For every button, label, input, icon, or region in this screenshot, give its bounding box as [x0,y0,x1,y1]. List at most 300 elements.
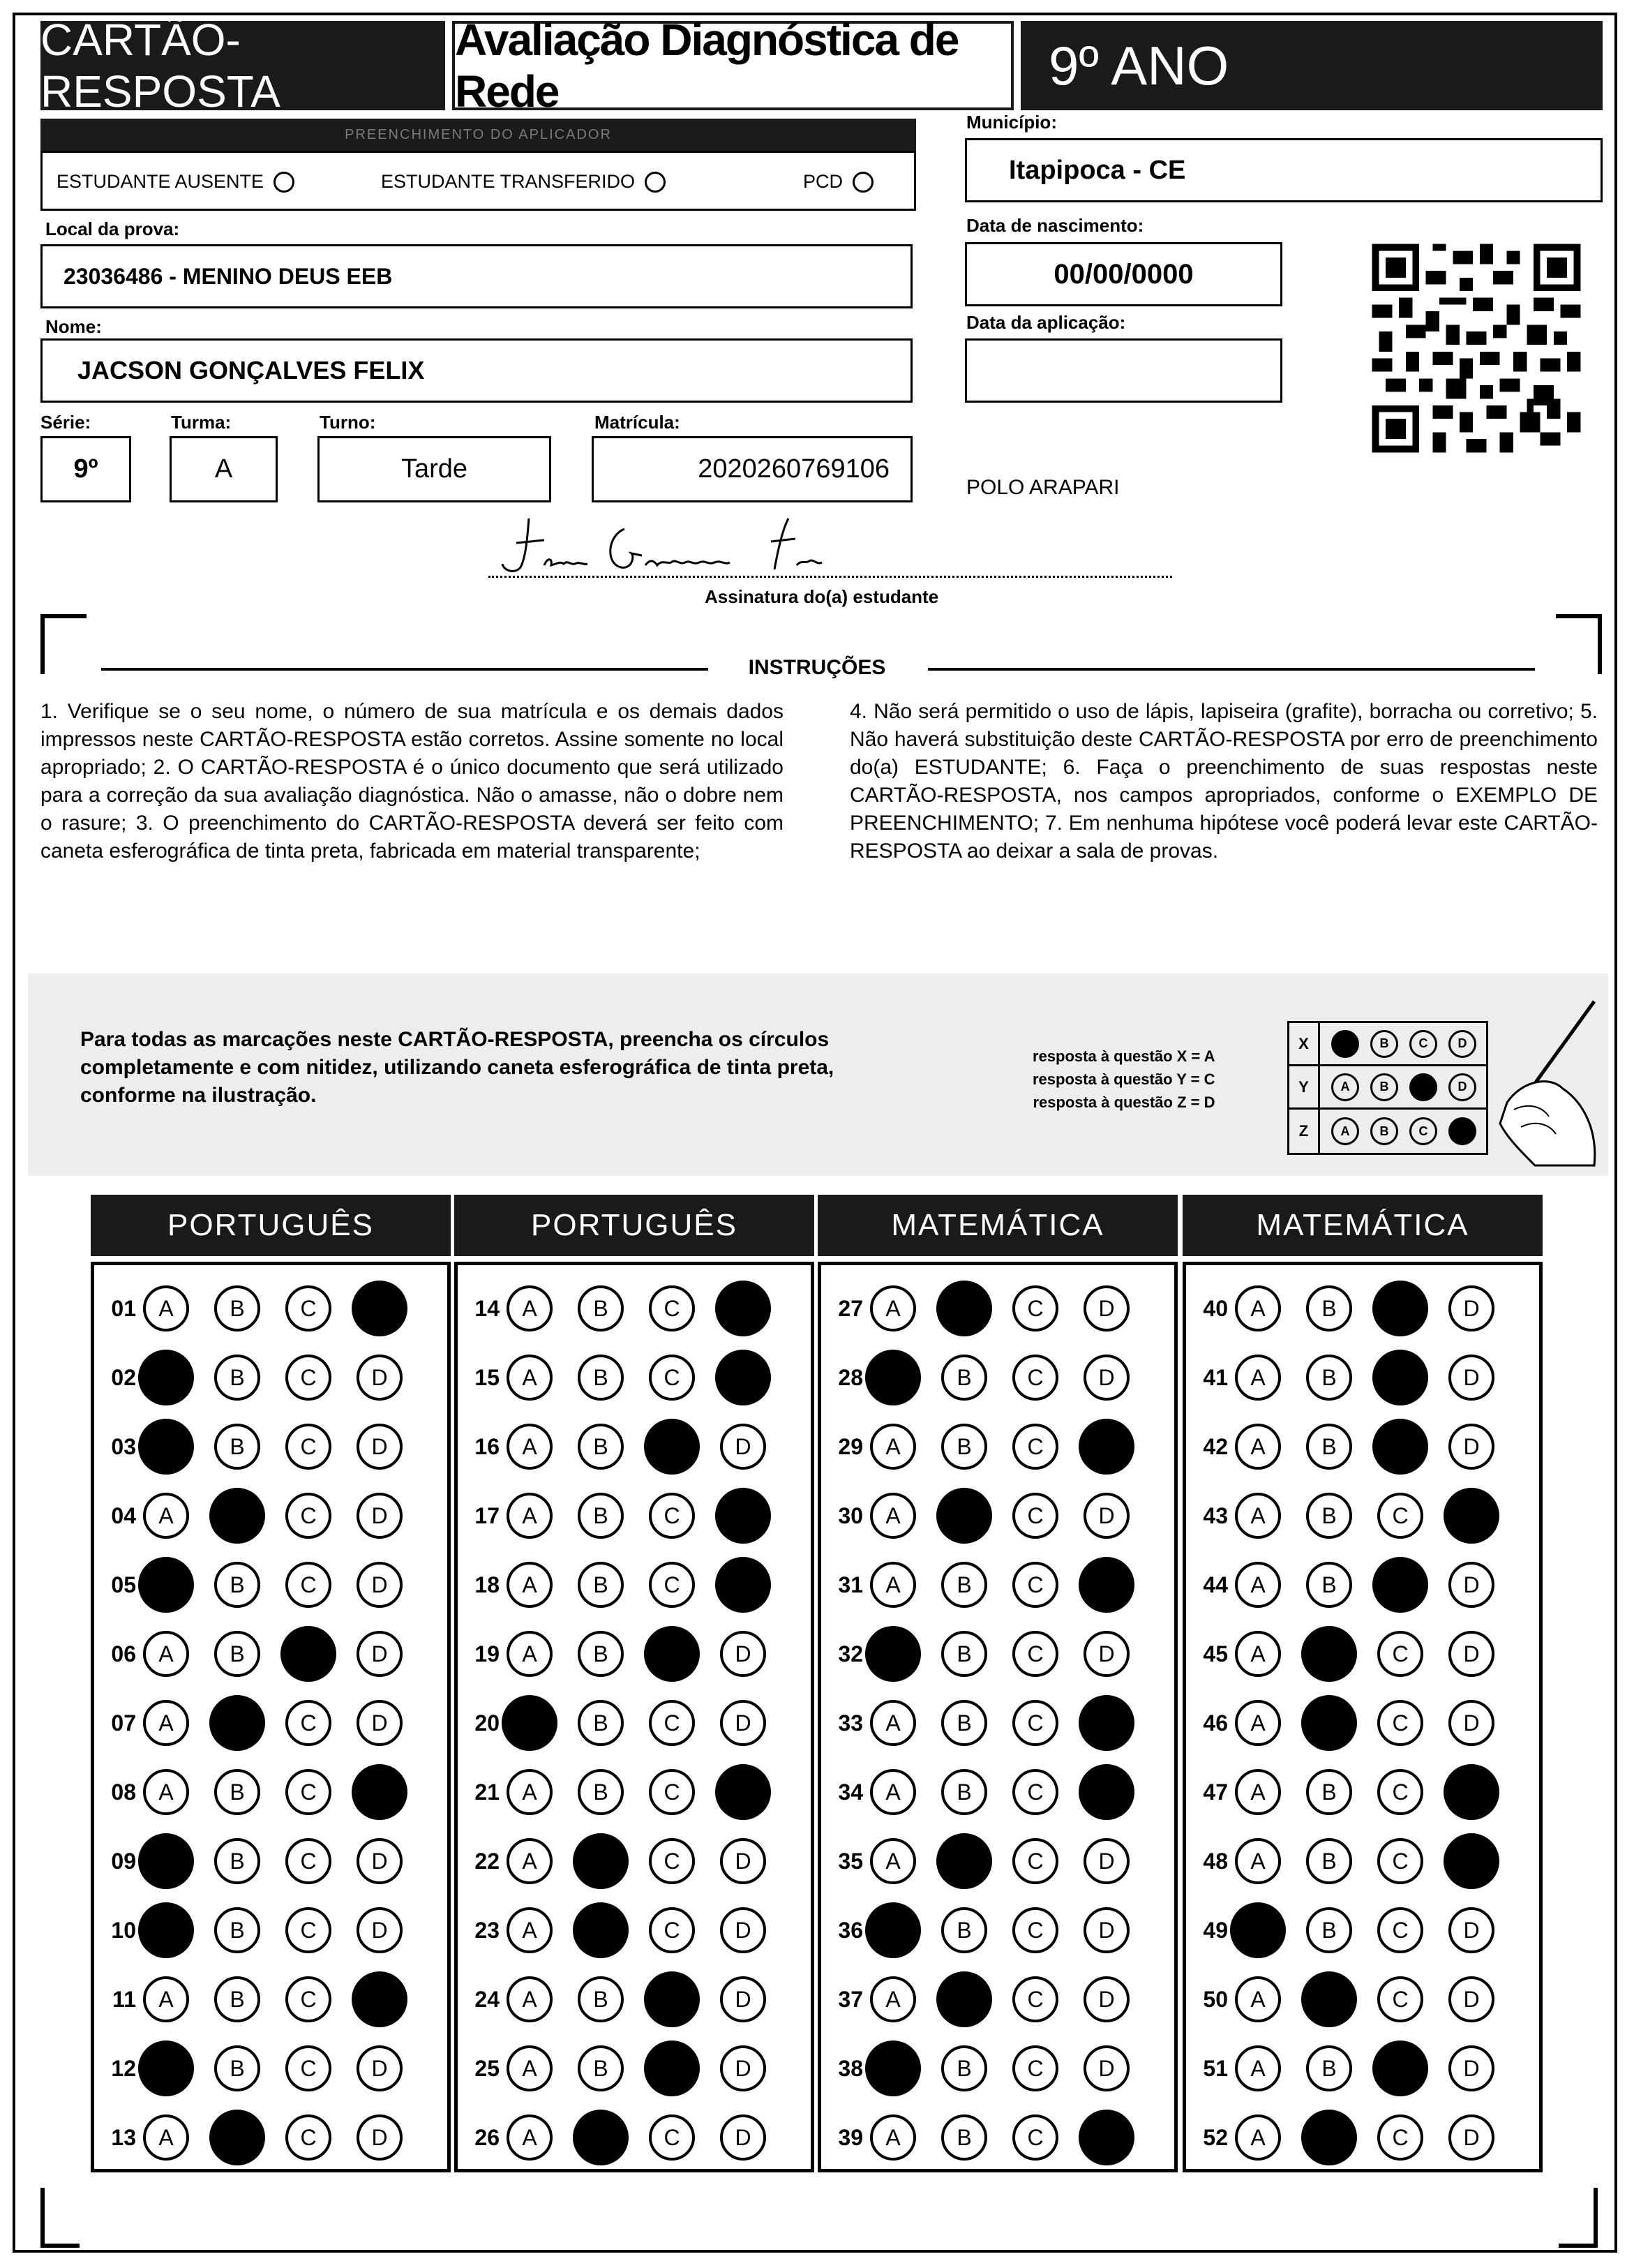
answer-bubble-c[interactable] [644,1971,700,2027]
answer-bubble-d[interactable]: D [720,2045,766,2091]
question-number: 23 [474,1917,500,1943]
answer-bubble-c[interactable]: C [285,1907,331,1953]
answer-bubble-d[interactable]: D [1448,1355,1494,1401]
answer-bubble-c[interactable]: C [1012,1285,1058,1331]
answer-bubble-c[interactable]: C [649,1838,695,1884]
answer-bubble-d[interactable]: D [720,2114,766,2161]
answer-bubble-a[interactable]: A [507,1562,553,1608]
answer-bubble-a[interactable] [138,1350,194,1405]
answer-bubble-a[interactable]: A [870,1562,916,1608]
question-row [821,1626,1155,1682]
answer-bubble-d[interactable]: D [1448,1285,1494,1331]
answer-bubble-d[interactable]: D [357,1493,403,1539]
answer-bubble-b[interactable] [209,1695,265,1751]
answer-bubble-c[interactable] [644,1419,700,1475]
answer-bubble-a[interactable]: A [1235,1631,1281,1677]
question-number: 32 [838,1641,863,1666]
answer-bubble-c[interactable]: C [1012,2114,1058,2161]
answer-bubble-c[interactable]: C [285,1700,331,1746]
answer-bubble-b[interactable]: B [214,1976,260,2022]
answer-bubble-c[interactable]: C [285,1838,331,1884]
fill-example-bubble: B [1370,1073,1398,1101]
question-row [458,1902,791,1958]
answer-bubble-c[interactable]: C [649,1562,695,1608]
question-row [94,1833,428,1889]
question-number: 27 [838,1295,863,1321]
answer-bubble-b[interactable]: B [941,1700,987,1746]
fill-example-line-y: resposta à questão Y = C [1033,1070,1215,1088]
answer-bubble-c[interactable]: C [649,1493,695,1539]
nome-label: Nome: [45,316,102,337]
answer-bubble-b[interactable]: B [214,1907,260,1953]
answer-bubble-d[interactable] [1079,1695,1134,1751]
answer-bubble-c[interactable] [280,1626,336,1682]
answer-bubble-a[interactable] [138,1557,194,1613]
answer-bubble-c[interactable]: C [1012,1562,1058,1608]
answer-bubble-b[interactable] [936,1971,992,2027]
answer-bubble-d[interactable]: D [1448,1907,1494,1953]
answer-bubble-d[interactable]: D [357,1838,403,1884]
answer-bubble-d[interactable]: D [357,1355,403,1401]
answer-bubble-a[interactable] [138,1902,194,1958]
answer-bubble-a[interactable]: A [143,1700,189,1746]
answer-bubble-d[interactable]: D [1448,2114,1494,2161]
answer-bubble-d[interactable]: D [1084,1631,1130,1677]
turma-label: Turma: [171,412,232,433]
answer-bubble-a[interactable]: A [143,1493,189,1539]
answer-bubble-b[interactable] [936,1488,992,1544]
answer-bubble-c[interactable]: C [1012,1907,1058,1953]
question-row [458,1833,791,1889]
answer-bubble-a[interactable]: A [507,1355,553,1401]
answer-bubble-a[interactable] [865,1350,921,1405]
answer-bubble-c[interactable]: C [649,1700,695,1746]
answer-bubble-d[interactable] [715,1764,771,1820]
absent-option[interactable] [57,171,294,193]
answer-bubble-c[interactable] [1372,1350,1428,1405]
section-header: MATEMÁTICA [818,1195,1178,1256]
answer-bubble-a[interactable]: A [507,1424,553,1470]
answer-bubble-d[interactable]: D [1084,2045,1130,2091]
answer-bubble-b[interactable]: B [578,1285,624,1331]
answer-bubble-a[interactable]: A [870,1700,916,1746]
answer-bubble-a[interactable]: A [870,2114,916,2161]
bracket-bottom-right [1559,2188,1598,2248]
polo-name: POLO ARAPARI [966,476,1120,499]
answer-bubble-c[interactable] [1372,1557,1428,1613]
answer-bubble-c[interactable]: C [285,1976,331,2022]
answer-bubble-b[interactable] [1301,2110,1357,2165]
answer-bubble-c[interactable]: C [1377,1838,1423,1884]
answer-bubble-c[interactable]: C [1377,1769,1423,1815]
hand-with-pen-icon [1479,998,1605,1172]
answer-bubble-a[interactable] [502,1695,557,1751]
answer-bubble-d[interactable]: D [1084,1907,1130,1953]
fill-example-row [1289,1023,1486,1066]
answer-bubble-b[interactable]: B [578,2045,624,2091]
answer-bubble-c[interactable]: C [285,1285,331,1331]
answer-bubble-a[interactable]: A [870,1838,916,1884]
answer-bubble-d[interactable] [352,1971,407,2027]
answer-bubble-b[interactable]: B [941,1907,987,1953]
answer-bubble-b[interactable] [209,2110,265,2165]
answer-bubble-c[interactable]: C [1377,2114,1423,2161]
question-number: 02 [111,1364,136,1390]
answer-bubble-a[interactable]: A [1235,1493,1281,1539]
fill-example-legend [1033,1045,1215,1114]
answer-bubble-a[interactable]: A [143,2114,189,2161]
fill-example-bubble: C [1409,1030,1437,1058]
answer-column [818,1262,1178,2172]
question-number: 03 [111,1433,136,1459]
serie-value: 9º [73,454,98,484]
answer-bubble-c[interactable] [644,2041,700,2096]
answer-bubble-b[interactable]: B [1306,1769,1352,1815]
answer-bubble-a[interactable]: A [507,1907,553,1953]
answer-bubble-a[interactable]: A [870,1285,916,1331]
answer-bubble-b[interactable]: B [578,1976,624,2022]
answer-bubble-d[interactable]: D [720,1424,766,1470]
answer-bubble-c[interactable]: C [649,2114,695,2161]
fill-example-bubble: D [1448,1073,1476,1101]
answer-bubble-a[interactable] [1230,1902,1286,1958]
qr-code [1365,237,1587,459]
answer-bubble-a[interactable] [138,1419,194,1475]
answer-bubble-d[interactable] [715,1350,771,1405]
answer-bubble-c[interactable]: C [1377,1976,1423,2022]
answer-bubble-b[interactable]: B [941,1769,987,1815]
answer-bubble-c[interactable]: C [1012,1631,1058,1677]
answer-bubble-a[interactable]: A [1235,1355,1281,1401]
answer-bubble-c[interactable]: C [285,1424,331,1470]
answer-bubble-b[interactable] [209,1488,265,1544]
question-row [94,1764,428,1820]
answer-bubble-d[interactable]: D [1084,1493,1130,1539]
answer-bubble-d[interactable]: D [1448,1424,1494,1470]
answer-bubble-a[interactable]: A [1235,1700,1281,1746]
answer-bubble-d[interactable] [715,1557,771,1613]
question-number: 25 [474,2055,500,2081]
answer-bubble-b[interactable]: B [941,1424,987,1470]
answer-bubble-d[interactable] [352,1281,407,1336]
answer-bubble-b[interactable]: B [941,2114,987,2161]
answer-bubble-c[interactable]: C [285,1769,331,1815]
answer-bubble-d[interactable]: D [357,1562,403,1608]
answer-bubble-c[interactable]: C [1012,1355,1058,1401]
answer-bubble-b[interactable]: B [941,1562,987,1608]
answer-bubble-d[interactable]: D [720,1838,766,1884]
answer-bubble-b[interactable]: B [1306,1562,1352,1608]
question-number: 33 [838,1710,863,1736]
answer-bubble-d[interactable]: D [1448,1700,1494,1746]
question-row [1186,2041,1520,2096]
answer-bubble-b[interactable]: B [214,2045,260,2091]
answer-bubble-b[interactable]: B [578,1562,624,1608]
answer-bubble-a[interactable]: A [507,1631,553,1677]
answer-bubble-a[interactable]: A [1235,1976,1281,2022]
question-number: 52 [1203,2124,1228,2150]
answer-bubble-d[interactable] [1079,1419,1134,1475]
municipio-field [965,138,1603,202]
answer-bubble-b[interactable]: B [214,1631,260,1677]
question-number: 14 [474,1295,500,1321]
answer-bubble-c[interactable]: C [1377,1907,1423,1953]
answer-bubble-c[interactable]: C [649,1355,695,1401]
question-row [1186,1281,1520,1336]
answer-bubble-b[interactable]: B [214,1355,260,1401]
answer-bubble-d[interactable]: D [1448,1631,1494,1677]
answer-bubble-a[interactable]: A [507,1976,553,2022]
question-row [821,2041,1155,2096]
answer-bubble-a[interactable]: A [143,1976,189,2022]
question-row [94,1350,428,1405]
answer-bubble-b[interactable] [1301,1626,1357,1682]
question-number: 36 [838,1917,863,1943]
answer-bubble-b[interactable] [573,1833,629,1889]
answer-bubble-d[interactable]: D [1084,1285,1130,1331]
question-number: 10 [111,1917,136,1943]
answer-bubble-c[interactable]: C [649,1285,695,1331]
answer-bubble-b[interactable]: B [1306,1424,1352,1470]
answer-bubble-c[interactable]: C [1377,1631,1423,1677]
question-number: 12 [111,2055,136,2081]
matricula-field [592,436,913,502]
transferred-option[interactable] [381,171,666,193]
answer-bubble-c[interactable]: C [1012,1424,1058,1470]
question-row [94,2041,428,2096]
answer-bubble-b[interactable]: B [214,1285,260,1331]
question-row [821,1350,1155,1405]
answer-bubble-b[interactable]: B [941,1631,987,1677]
fill-example-bubble: D [1448,1030,1476,1058]
answer-bubble-d[interactable] [1444,1764,1499,1820]
answer-bubble-c[interactable]: C [1377,1700,1423,1746]
question-row [1186,1764,1520,1820]
question-row [94,2110,428,2165]
answer-bubble-a[interactable]: A [1235,2045,1281,2091]
question-row [458,1695,791,1751]
answer-bubble-d[interactable]: D [357,1424,403,1470]
answer-bubble-d[interactable]: D [720,1631,766,1677]
answer-bubble-b[interactable]: B [1306,1493,1352,1539]
question-row [821,1557,1155,1613]
answer-bubble-d[interactable]: D [357,2114,403,2161]
absent-bubble[interactable] [273,172,294,193]
answer-bubble-b[interactable] [573,2110,629,2165]
answer-bubble-c[interactable]: C [285,1562,331,1608]
fill-example-row-label: Z [1289,1110,1320,1153]
answer-bubble-c[interactable] [1372,1419,1428,1475]
turma-value: A [214,454,233,484]
answer-bubble-c[interactable]: C [649,1769,695,1815]
question-row [1186,1971,1520,2027]
answer-bubble-d[interactable]: D [357,2045,403,2091]
answer-bubble-c[interactable]: C [1012,1976,1058,2022]
answer-bubble-b[interactable]: B [1306,1838,1352,1884]
answer-bubble-a[interactable]: A [1235,2114,1281,2161]
answer-bubble-a[interactable]: A [143,1631,189,1677]
answer-bubble-c[interactable] [1372,2041,1428,2096]
answer-bubble-a[interactable]: A [870,1769,916,1815]
answer-bubble-b[interactable]: B [214,1769,260,1815]
question-number: 20 [474,1710,500,1736]
answer-bubble-a[interactable] [865,1902,921,1958]
question-row [1186,1488,1520,1544]
answer-bubble-d[interactable]: D [357,1700,403,1746]
question-number: 24 [474,1986,500,2012]
nome-value: JACSON GONÇALVES FELIX [77,356,425,385]
answer-bubble-b[interactable]: B [578,1493,624,1539]
answer-bubble-c[interactable] [644,1626,700,1682]
section-header: PORTUGUÊS [91,1195,451,1256]
answer-bubble-b[interactable]: B [214,1562,260,1608]
section-header: PORTUGUÊS [454,1195,814,1256]
answer-bubble-c[interactable]: C [285,2045,331,2091]
answer-bubble-b[interactable] [1301,1695,1357,1751]
answer-bubble-b[interactable]: B [214,1424,260,1470]
pcd-bubble[interactable] [853,172,874,193]
answer-bubble-a[interactable] [865,2041,921,2096]
answer-bubble-d[interactable]: D [1448,2045,1494,2091]
answer-bubble-b[interactable]: B [578,1631,624,1677]
question-row [458,2110,791,2165]
serie-field [40,436,131,502]
fill-example-row-label: X [1289,1023,1320,1064]
answer-bubble-b[interactable]: B [578,1424,624,1470]
answer-bubble-a[interactable] [138,2041,194,2096]
answer-bubble-a[interactable]: A [507,1493,553,1539]
nascimento-field [965,242,1282,306]
question-number: 51 [1203,2055,1228,2081]
answer-bubble-d[interactable]: D [1448,1562,1494,1608]
answer-bubble-a[interactable]: A [507,1285,553,1331]
fill-example-bubble: A [1331,1117,1359,1145]
question-row [94,1971,428,2027]
answer-bubble-d[interactable] [1079,2110,1134,2165]
answer-bubble-a[interactable]: A [507,1838,553,1884]
question-row [821,1971,1155,2027]
answer-bubble-d[interactable] [715,1488,771,1544]
answer-bubble-c[interactable]: C [1012,2045,1058,2091]
question-row [458,1971,791,2027]
answer-bubble-a[interactable]: A [507,1769,553,1815]
answer-bubble-a[interactable]: A [507,2114,553,2161]
answer-bubble-a[interactable]: A [1235,1285,1281,1331]
answer-bubble-c[interactable]: C [1012,1838,1058,1884]
question-number: 40 [1203,1295,1228,1321]
nascimento-value: 00/00/0000 [1054,258,1194,290]
answer-bubble-b[interactable] [936,1833,992,1889]
applicator-options [40,151,916,211]
question-number: 30 [838,1502,863,1528]
answer-bubble-d[interactable] [1444,1833,1499,1889]
question-number: 39 [838,2124,863,2150]
pcd-option[interactable] [803,171,874,193]
answer-bubble-b[interactable] [1301,1971,1357,2027]
answer-bubble-c[interactable]: C [285,2114,331,2161]
answer-bubble-b[interactable]: B [1306,1355,1352,1401]
fill-example-row [1289,1066,1486,1110]
answer-bubble-a[interactable] [138,1833,194,1889]
answer-bubble-b[interactable]: B [1306,1907,1352,1953]
answer-bubble-d[interactable]: D [357,1631,403,1677]
answer-bubble-c[interactable]: C [1012,1700,1058,1746]
answer-bubble-b[interactable]: B [941,1355,987,1401]
answer-bubble-a[interactable]: A [1235,1769,1281,1815]
answer-bubble-c[interactable]: C [1377,1493,1423,1539]
answer-bubble-d[interactable]: D [1448,1976,1494,2022]
question-number: 43 [1203,1502,1228,1528]
answer-bubble-a[interactable]: A [1235,1838,1281,1884]
answer-bubble-a[interactable]: A [870,1976,916,2022]
answer-bubble-c[interactable] [1372,1281,1428,1336]
answer-bubble-a[interactable]: A [870,1424,916,1470]
answer-bubble-d[interactable] [1079,1764,1134,1820]
answer-bubble-a[interactable]: A [1235,1424,1281,1470]
answer-bubble-b[interactable]: B [578,1769,624,1815]
answer-bubble-c[interactable]: C [1012,1493,1058,1539]
answer-bubble-d[interactable]: D [720,1700,766,1746]
answer-bubble-d[interactable] [1444,1488,1499,1544]
answer-bubble-b[interactable] [936,1281,992,1336]
answer-bubble-b[interactable]: B [1306,1285,1352,1331]
answer-bubble-b[interactable]: B [1306,2045,1352,2091]
signature-line [488,576,1172,578]
local-label: Local da prova: [45,218,180,239]
answer-bubble-d[interactable] [715,1281,771,1336]
answer-bubble-a[interactable] [865,1626,921,1682]
answer-bubble-c[interactable]: C [1012,1769,1058,1815]
answer-bubble-b[interactable]: B [214,1838,260,1884]
question-row [1186,1557,1520,1613]
answer-bubble-c[interactable]: C [649,1907,695,1953]
answer-bubble-c[interactable]: C [285,1355,331,1401]
answer-bubble-b[interactable]: B [578,1700,624,1746]
answer-column [454,1262,814,2172]
answer-bubble-b[interactable]: B [941,2045,987,2091]
transferred-label: ESTUDANTE TRANSFERIDO [381,171,636,192]
answer-bubble-d[interactable]: D [1084,1976,1130,2022]
transferred-bubble[interactable] [645,172,666,193]
answer-bubble-d[interactable]: D [1084,1838,1130,1884]
question-row [1186,2110,1520,2165]
answer-bubble-a[interactable]: A [507,2045,553,2091]
question-row [94,1419,428,1475]
answer-bubble-d[interactable]: D [357,1907,403,1953]
answer-bubble-a[interactable]: A [143,1769,189,1815]
fill-example-row [1289,1110,1486,1153]
answer-bubble-d[interactable]: D [720,1907,766,1953]
answer-bubble-d[interactable]: D [720,1976,766,2022]
question-number: 05 [111,1572,136,1597]
question-row [458,1764,791,1820]
answer-bubble-a[interactable]: A [870,1493,916,1539]
aplicacao-label: Data da aplicação: [966,312,1126,333]
aplicacao-field[interactable] [965,338,1282,403]
answer-bubble-d[interactable] [1079,1557,1134,1613]
answer-bubble-a[interactable]: A [143,1285,189,1331]
answer-bubble-a[interactable]: A [1235,1562,1281,1608]
question-number: 17 [474,1502,500,1528]
answer-bubble-d[interactable] [352,1764,407,1820]
question-row [1186,1833,1520,1889]
question-number: 19 [474,1641,500,1666]
nome-field [40,338,913,403]
answer-bubble-b[interactable] [573,1902,629,1958]
answer-bubble-c[interactable]: C [285,1493,331,1539]
answer-bubble-d[interactable]: D [1084,1355,1130,1401]
answer-bubble-b[interactable]: B [578,1355,624,1401]
